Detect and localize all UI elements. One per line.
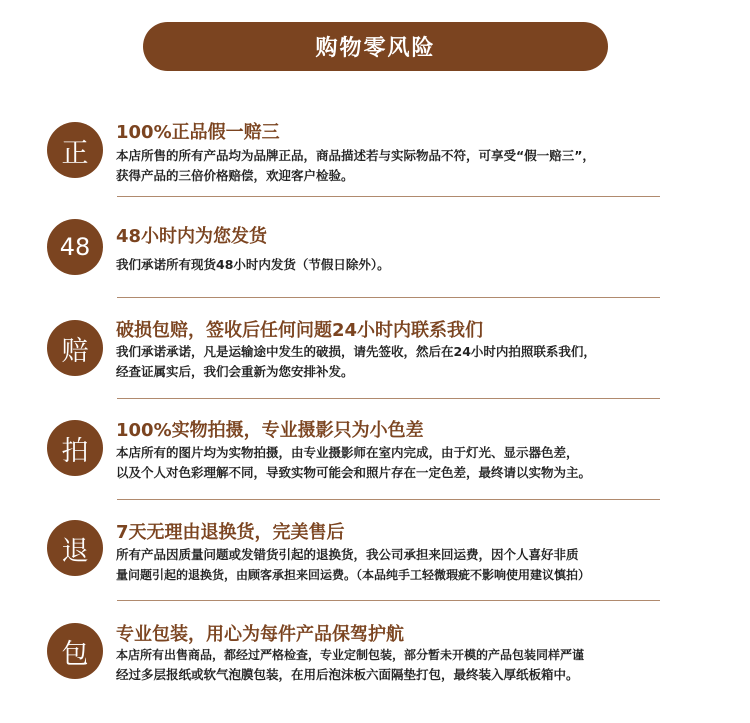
description-line: 我们承诺承诺，凡是运输途中发生的破损，请先签收，然后在24小时内拍照联系我们， <box>116 344 596 359</box>
item-description <box>116 443 716 483</box>
item-title: 100%实物拍摄，专业摄影只为小色差 <box>116 420 424 441</box>
authentic-badge-icon <box>47 122 103 178</box>
divider <box>117 196 660 197</box>
divider <box>117 398 660 399</box>
description-line: 本店所有的图片均为实物拍摄，由专业摄影师在室内完成，由于灯光、显示器色差， <box>116 445 579 460</box>
divider <box>117 297 660 298</box>
badge-label: 退 <box>61 535 89 567</box>
divider <box>117 600 660 601</box>
photography-badge-icon <box>47 420 103 476</box>
badge-label: 正 <box>61 137 89 169</box>
page-title-banner <box>143 22 608 71</box>
item-title: 破损包赔，签收后任何问题24小时内联系我们 <box>116 320 484 341</box>
page-title: 购物零风险 <box>315 36 436 61</box>
divider <box>117 499 660 500</box>
description-line: 经查证属实后，我们会重新为您安排补发。 <box>116 364 354 379</box>
description-line: 获得产品的三倍价格赔偿，欢迎客户检验。 <box>116 168 354 183</box>
description-line: 我们承诺所有现货48小时内发货（节假日除外）。 <box>116 257 390 272</box>
shipping-48-badge-icon <box>47 219 103 275</box>
description-line: 量问题引起的退换货，由顾客承担来回运费。（本品纯手工轻微瑕疵不影响使用建议慎拍） <box>116 568 591 582</box>
item-description <box>116 146 716 186</box>
packaging-badge-icon <box>47 623 103 679</box>
badge-label: 48 <box>59 233 91 261</box>
returns-badge-icon <box>47 520 103 576</box>
item-description <box>116 255 716 275</box>
item-title: 7天无理由退换货，完美售后 <box>116 522 345 543</box>
description-line: 所有产品因质量问题或发错货引起的退换货，我公司承担来回运费，因个人喜好非质 <box>116 547 579 562</box>
badge-label: 赔 <box>61 335 89 367</box>
badge-label: 拍 <box>61 435 89 467</box>
description-line: 本店所有出售商品，都经过严格检查，专业定制包装，部分暂未开模的产品包装同样严谨 <box>116 648 585 662</box>
damage-compensation-badge-icon <box>47 320 103 376</box>
item-title: 专业包装，用心为每件产品保驾护航 <box>116 624 404 645</box>
description-line: 本店所售的所有产品均为品牌正品，商品描述若与实际物品不符，可享受“假一赔三”， <box>116 148 595 163</box>
item-description <box>116 342 716 382</box>
item-title: 48小时内为您发货 <box>116 226 268 247</box>
badge-label: 包 <box>61 638 89 670</box>
description-line: 经过多层报纸或软气泡膜包装，在用后泡沫板六面隔垫打包，最终装入厚纸板箱中。 <box>116 667 579 682</box>
item-description <box>116 545 716 585</box>
item-title: 100%正品假一赔三 <box>116 122 280 143</box>
item-description <box>116 645 716 685</box>
description-line: 以及个人对色彩理解不同，导致实物可能会和照片存在一定色差，最终请以实物为主。 <box>116 465 592 480</box>
